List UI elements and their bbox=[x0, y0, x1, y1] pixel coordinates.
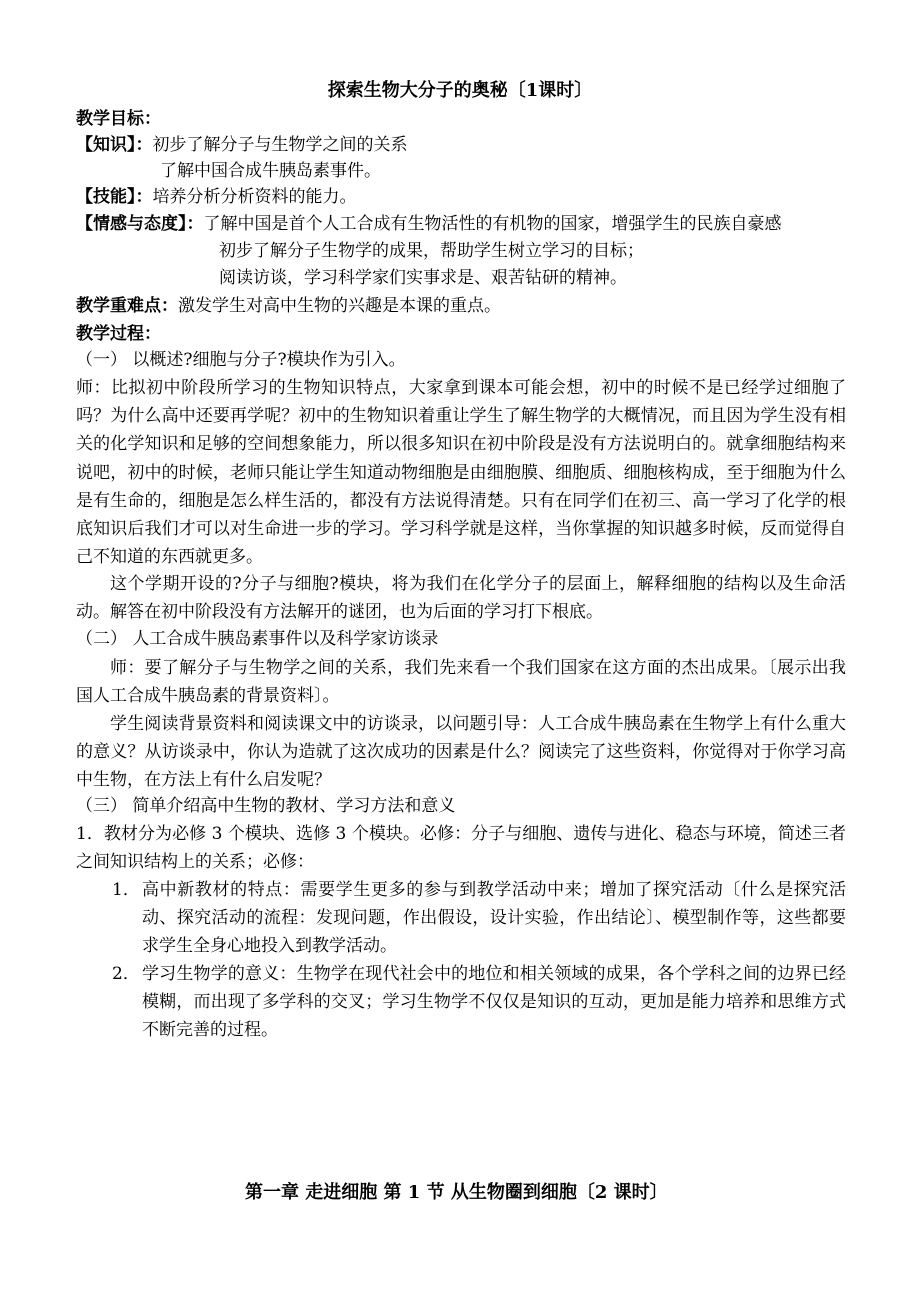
skill-line bbox=[76, 184, 357, 210]
paragraph-5: 1．教材分为必修 3 个模块、选修 3 个模块。必修：分子与细胞、遗传与进化、稳态与环境，简述三者之间知识结构上的关系；必修： bbox=[76, 824, 846, 873]
section-1-heading: （一） 以概述?细胞与分子?模块作为引入。 bbox=[76, 350, 406, 370]
list-item-1-number: 1． bbox=[112, 880, 140, 900]
keypoint-line bbox=[76, 293, 501, 319]
attitude-text-2: 初步了解分子生物学的成果，帮助学生树立学习的目标； bbox=[219, 241, 644, 261]
paragraph-3: 师：要了解分子与生物学之间的关系，我们先来看一个我们国家在这方面的杰出成果。〔展示出我国人工合成牛胰岛素的背景资料〕。 bbox=[76, 658, 846, 707]
keypoint-label: 教学重难点： bbox=[76, 296, 178, 316]
knowledge-line-1 bbox=[76, 132, 408, 158]
section-2-heading: （二） 人工合成牛胰岛素事件以及科学家访谈录 bbox=[76, 629, 439, 649]
attitude-label: 【情感与态度】： bbox=[76, 214, 204, 234]
attitude-line-1 bbox=[76, 211, 782, 237]
skill-text: 培养分析分析资料的能力。 bbox=[152, 187, 357, 207]
objectives-heading: 教学目标： bbox=[76, 109, 161, 129]
section-3-heading: （三） 简单介绍高中生物的教材、学习方法和意义 bbox=[76, 796, 456, 816]
chapter-title: 第一章 走进细胞 第 1 节 从生物圈到细胞〔2 课时〕 bbox=[245, 1182, 668, 1203]
attitude-text-3: 阅读访谈，学习科学家们实事求是、艰苦钻研的精神。 bbox=[219, 268, 627, 288]
list-item-1-text: 高中新教材的特点：需要学生更多的参与到教学活动中来；增加了探究活动〔什么是探究活动、探究活动的流程：发现问题，作出假设，设计实验，作出结论〕、模型制作等，这些都要求学生全身心地投入到教学活动。 bbox=[142, 880, 846, 957]
skill-label: 【技能】： bbox=[76, 187, 153, 207]
process-heading: 教学过程： bbox=[76, 324, 161, 344]
knowledge-text-2: 了解中国合成牛胰岛素事件。 bbox=[160, 161, 381, 181]
lesson-title: 探索生物大分子的奥秘〔1课时〕 bbox=[327, 80, 593, 101]
keypoint-text: 激发学生对高中生物的兴趣是本课的重点。 bbox=[178, 296, 501, 316]
list-item-1 bbox=[76, 876, 846, 961]
paragraph-2: 这个学期开设的?分子与细胞?模块，将为我们在化学分子的层面上，解释细胞的结构以及生命活动。解答在初中阶段没有方法解开的谜团，也为后面的学习打下根底。 bbox=[76, 574, 846, 623]
knowledge-label: 【知识】： bbox=[76, 135, 153, 155]
knowledge-text-1: 初步了解分子与生物学之间的关系 bbox=[152, 135, 408, 155]
list-item-2 bbox=[76, 960, 846, 1045]
attitude-text-1: 了解中国是首个人工合成有生物活性的有机物的国家，增强学生的民族自豪感 bbox=[203, 214, 782, 234]
list-item-2-number: 2． bbox=[112, 964, 140, 984]
paragraph-1: 师：比拟初中阶段所学习的生物知识特点，大家拿到课本可能会想，初中的时候不是已经学过细胞了吗？为什么高中还要再学呢？初中的生物知识着重让学生了解生物学的大概情况，而且因为学生没有相关的化学知识和足够的空间想象能力，所以很多知识在初中阶段是没有方法说明白的。就拿细胞结构来说吧，初中的时候，老师只能让学生知道动物细胞是由细胞膜、细胞质、细胞核构成，至于细胞为什么是有生命的，细胞是怎么样生活的，都没有方法说得清楚。只有在同学们在初三、高一学习了化学的根底知识后我们才可以对生命进一步的学习。学习科学就是这样，当你掌握的知识越多时候，反而觉得自己不知道的东西就更多。 bbox=[76, 378, 846, 568]
paragraph-4: 学生阅读背景资料和阅读课文中的访谈录，以问题引导：人工合成牛胰岛素在生物学上有什么重大的意义？从访谈录中，你认为造就了这次成功的因素是什么？阅读完了这些资料，你觉得对于你学习高中生物，在方法上有什么启发呢？ bbox=[76, 714, 846, 791]
list-item-2-text: 学习生物学的意义：生物学在现代社会中的地位和相关领域的成果，各个学科之间的边界已经模糊，而出现了多学科的交叉；学习生物学不仅仅是知识的互动，更加是能力培养和思维方式不断完善的过程。 bbox=[142, 964, 846, 1041]
